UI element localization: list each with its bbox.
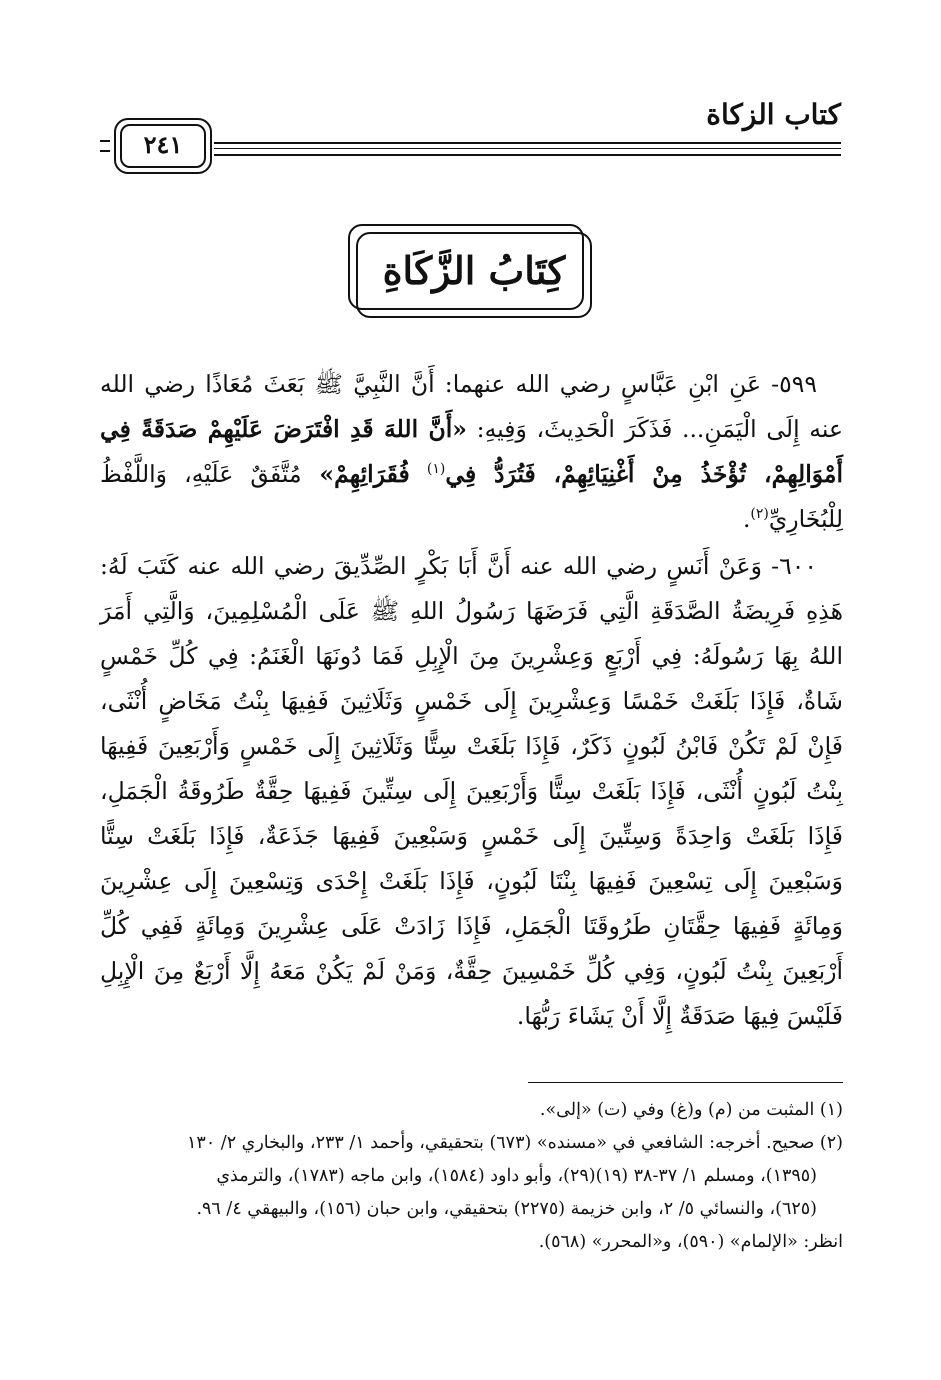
running-header-title: كتاب الزكاة xyxy=(706,98,841,131)
footnote-2-line-2: (١٣٩٥)، ومسلم ١/ ٣٧-٣٨ (١٩)(٢٩)، وأبو داود (١٥٨٤)، وابن ماجه (١٧٨٣)، والترمذي xyxy=(216,1166,817,1186)
hadith-599-end: . xyxy=(742,505,751,533)
footnote-2-line-1: (٢) صحيح. أخرجه: الشافعي في «مسنده» (٦٧٣) بتحقيقي، وأحمد ١/ ٢٣٣، والبخاري ٢/ ١٣٠ xyxy=(187,1133,843,1153)
footnote-2-line-3: (٦٢٥)، والنسائي ٥/ ٢، وابن خزيمة (٢٢٧٥) بتحقيقي، وابن حبان (١٥٦)، والبيهقي ٤/ ٩٦. xyxy=(196,1199,817,1219)
hadith-600: ٦٠٠- وَعَنْ أَنَسٍ رضي الله عنه أَنَّ أَبَا بَكْرٍ الصِّدِّيقَ رضي الله عنه كَتَبَ لَهُ: هَذِهِ فَرِيضَةُ الصَّدَقَةِ الَّتِي فَرَضَهَا رَسُولُ اللهِ ﷺ عَلَى الْمُسْلِمِينَ، وَالَّتِي أَمَرَ اللهُ بِهَا رَسُولَهُ: فِي أَرْبَعٍ وَعِشْرِينَ مِنَ الْإِبِلِ فَمَا دُونَهَا الْغَنَمُ: فِي كُلِّ خَمْسٍ شَاةٌ، فَإِذَا بَلَغَتْ خَمْسًا وَعِشْرِينَ إِلَى خَمْسٍ وَثَلَاثِينَ فَفِيهَا بِنْتُ مَخَاضٍ أُنْثَى، فَإِنْ لَمْ تَكُنْ فَابْنُ لَبُونٍ ذَكَرٌ، فَإِذَا بَلَغَتْ سِتًّا وَثَلَاثِينَ إِلَى خَمْسٍ وَأَرْبَعِينَ فَفِيهَا بِنْتُ لَبُونٍ أُنْثَى، فَإِذَا بَلَغَتْ سِتًّا وَأَرْبَعِينَ إِلَى سِتِّينَ فَفِيهَا حِقَّةٌ طَرُوقَةُ الْجَمَلِ، فَإِذَا بَلَغَتْ وَاحِدَةً وَسِتِّينَ إِلَى خَمْسٍ وَسَبْعِينَ فَفِيهَا جَذَعَةٌ، فَإِذَا بَلَغَتْ سِتًّا وَسَبْعِينَ إِلَى تِسْعِينَ فَفِيهَا بِنْتَا لَبُونٍ، فَإِذَا بَلَغَتْ إِحْدَى وَتِسْعِينَ إِلَى عِشْرِينَ وَمِائَةٍ فَفِيهَا حِقَّتَانِ طَرُوقَتَا الْجَمَلِ، فَإِذَا زَادَتْ عَلَى عِشْرِينَ وَمِائَةٍ فَفِي كُلِّ أَرْبَعِينَ بِنْتُ لَبُونٍ، وَفِي كُلِّ خَمْسِينَ حِقَّةٌ، وَمَنْ لَمْ يَكُنْ مَعَهُ إِلَّا أَرْبَعٌ مِنَ الْإِبِلِ فَلَيْسَ فِيهَا صَدَقَةٌ إِلَّا أَنْ يَشَاءَ رَبُّهَا. xyxy=(100,552,843,1030)
hadith-599-tail: مُتَّفَقٌ عَلَيْهِ، وَاللَّفْظُ لِلْبُخَارِيِّ xyxy=(100,460,843,533)
header-rule xyxy=(104,142,841,156)
hadith-599-quote: «أَنَّ اللهَ قَدِ افْتَرَضَ عَلَيْهِمْ صَدَقَةً فِي أَمْوَالِهِمْ، تُؤْخَذُ مِنْ أَغْنِيَائِهِمْ، فَتُرَدُّ فِي xyxy=(100,415,844,488)
main-text xyxy=(100,362,843,1039)
chapter-heading-frame xyxy=(356,232,592,318)
footnote-ref-2: (٢) xyxy=(750,506,769,523)
footnote-2 xyxy=(100,1127,843,1259)
footnote-ref-1: (١) xyxy=(426,461,446,478)
footnotes xyxy=(100,1094,843,1259)
header-double-line xyxy=(214,142,841,156)
page-number-box xyxy=(120,124,206,168)
hadith-599-quote-end: فُقَرَائِهِمْ» xyxy=(301,460,410,488)
footnote-separator xyxy=(528,1082,843,1083)
footnote-1-text: (١) المثبت من (م) و(غ) وفي (ت) «إلى». xyxy=(539,1100,843,1120)
chapter-title: كِتَابُ الزَّكَاةِ xyxy=(382,248,566,293)
hadith-599 xyxy=(100,362,843,542)
hadith-599-intro: ٥٩٩- عَنِ ابْنِ عَبَّاسٍ رضي الله عنهما: أَنَّ النَّبِيَّ ﷺ بَعَثَ مُعَاذًا رضي الله عنه إِلَى الْيَمَنِ... فَذَكَرَ الْحَدِيثَ، وَفِيهِ: xyxy=(100,370,843,443)
footnote-1 xyxy=(100,1094,843,1127)
footnote-2-line-4: انظر: «الإلمام» (٥٩٠)، و«المحرر» (٥٦٨). xyxy=(538,1232,843,1252)
page-number: ٢٤١ xyxy=(143,130,183,159)
